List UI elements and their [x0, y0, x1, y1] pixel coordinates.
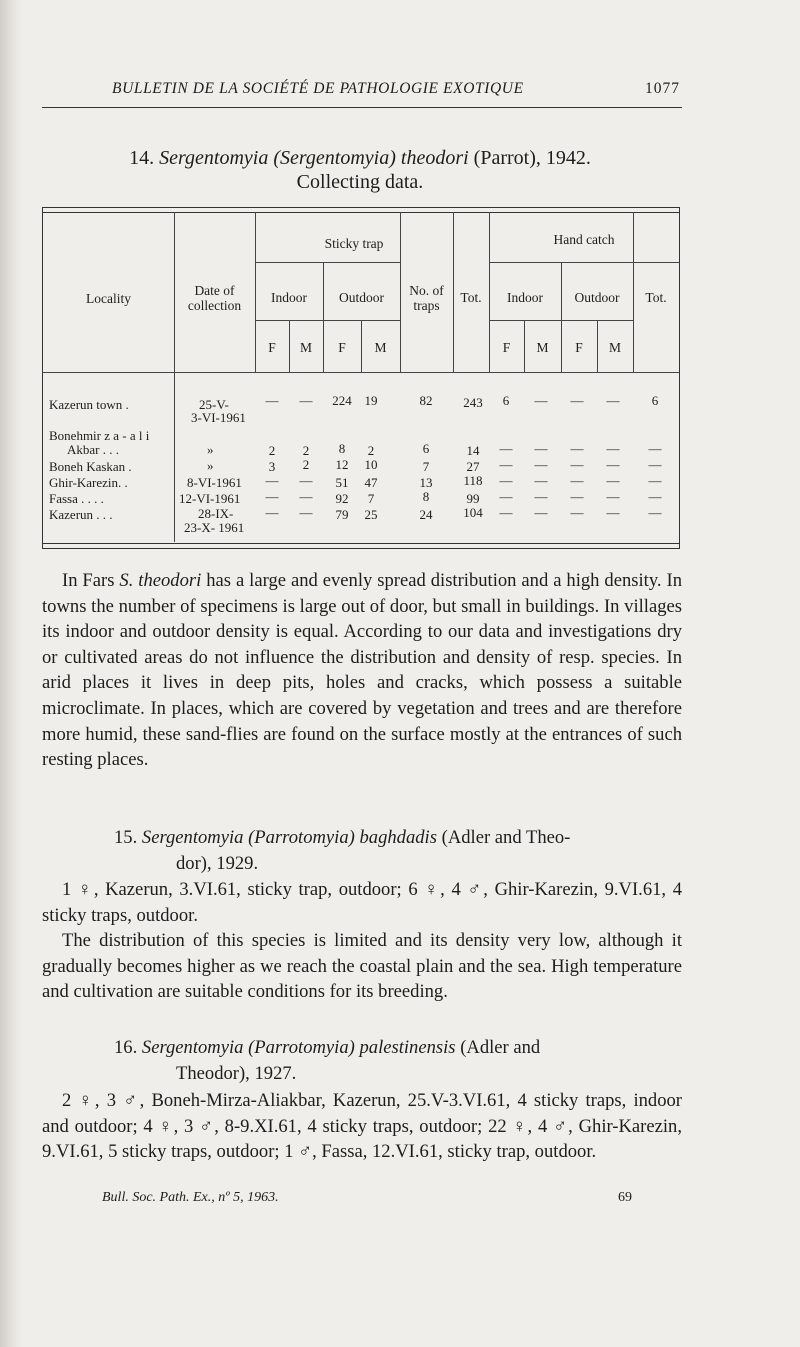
header-date-1: Date of	[194, 283, 235, 298]
table-cell: 79	[335, 507, 349, 522]
header-date-2: collection	[187, 298, 242, 313]
table-cell: 7	[422, 459, 430, 474]
table-cell: 25	[364, 507, 378, 522]
species-author-cont: dor), 1929.	[176, 852, 259, 874]
table-cell: 2	[367, 443, 375, 458]
table-cell: 243	[463, 395, 483, 410]
species-author-cont: Theodor), 1927.	[176, 1062, 297, 1084]
table-cell: —	[265, 393, 279, 408]
table-cell: 19	[364, 393, 378, 408]
table-cell: 104	[463, 505, 483, 520]
section-number: 16.	[114, 1037, 138, 1058]
journal-citation: Bull. Soc. Path. Ex., nº 5, 1963.	[102, 1190, 279, 1205]
table-cell: —	[499, 473, 513, 488]
table-cell: —	[606, 505, 620, 520]
table-cell: 224	[332, 393, 352, 408]
journal-title: BULLETIN DE LA SOCIÉTÉ DE PATHOLOGIE EXOTIQUE	[112, 80, 524, 97]
table-cell: —	[299, 505, 313, 520]
header-sticky-trap: Sticky trap	[324, 236, 384, 251]
header-f: F	[575, 340, 583, 355]
collecting-data-table	[42, 207, 680, 549]
table-cell: 2	[302, 457, 310, 472]
section-number: 14.	[129, 147, 155, 169]
table-cell: —	[570, 473, 584, 488]
table-cell-date: 3-VI-1961	[191, 410, 246, 425]
table-cell: 6	[422, 441, 430, 456]
table-cell: 6	[651, 393, 659, 408]
section-15-text	[42, 928, 682, 1005]
header-hc-tot: Tot.	[645, 290, 667, 305]
table-cell: —	[648, 505, 662, 520]
table-cell-locality: Fassa . . . .	[49, 491, 104, 506]
table-cell: —	[534, 441, 548, 456]
header-bottom-rule	[43, 372, 679, 373]
table-cell: —	[648, 489, 662, 504]
row-divider	[255, 320, 401, 321]
sheet-number: 69	[618, 1190, 632, 1205]
table-cell: —	[570, 441, 584, 456]
header-f: F	[338, 340, 346, 355]
table-cell: 10	[364, 457, 378, 472]
row-divider	[489, 262, 679, 263]
header-locality: Locality	[86, 291, 131, 306]
records-text: 1 ♀, Kazerun, 3.VI.61, sticky trap, outdoor; 6 ♀, 4 ♂, Ghir-Karezin, 9.VI.61, 4 sticky traps, outdoor.	[42, 879, 682, 926]
table-cell: —	[606, 393, 620, 408]
header-m: M	[608, 340, 621, 355]
col-divider	[323, 262, 324, 372]
species-author: (Parrot), 1942.	[473, 147, 591, 169]
header-m: M	[536, 340, 549, 355]
table-cell: —	[265, 489, 279, 504]
col-divider	[561, 262, 562, 372]
header-hand-catch: Hand catch	[553, 232, 615, 247]
table-cell: 24	[419, 507, 433, 522]
table-cell: 8	[338, 441, 346, 456]
footer	[102, 1190, 632, 1206]
table-cell: —	[570, 505, 584, 520]
table-top-rule	[43, 212, 679, 213]
header-outdoor: Outdoor	[339, 290, 384, 305]
page-edge	[0, 0, 22, 1347]
section-16-records	[42, 1088, 682, 1165]
header-traps: traps	[413, 298, 440, 313]
text-span: In Fars	[62, 570, 120, 591]
table-cell: —	[265, 473, 279, 488]
table-cell: 2	[302, 443, 310, 458]
section-16-title	[42, 1035, 682, 1086]
table-bottom-rule	[43, 543, 679, 544]
species-name: Sergentomyia (Sergentomyia) theodori	[159, 147, 469, 169]
table-cell-locality: Akbar . . .	[67, 442, 119, 457]
species-author: (Adler and Theo-	[441, 827, 571, 848]
header-f: F	[502, 340, 511, 355]
table-cell: 12	[335, 457, 349, 472]
header-rule	[42, 107, 682, 108]
running-header	[112, 80, 680, 98]
table-cell: 3	[268, 459, 276, 474]
table-cell: 47	[364, 475, 378, 490]
header-m: M	[299, 340, 312, 355]
row-divider	[255, 262, 401, 263]
table-cell: —	[606, 441, 620, 456]
table-cell: 14	[466, 443, 480, 458]
table-cell: 27	[466, 459, 480, 474]
section-15-records	[42, 877, 682, 928]
table-cell-date: 12-VI-1961	[179, 491, 241, 506]
table-cell: —	[299, 473, 313, 488]
section-14-subtitle: Collecting data.	[296, 171, 424, 193]
table-cell: —	[534, 393, 548, 408]
table-cell: 6	[502, 393, 510, 408]
paragraph-distribution	[42, 568, 682, 773]
table-cell: 2	[268, 443, 276, 458]
table-cell: —	[299, 393, 313, 408]
species-name: Sergentomyia (Parrotomyia) palestinensis	[141, 1037, 456, 1058]
table-cell: 92	[335, 491, 349, 506]
header-hc-indoor: Indoor	[507, 290, 543, 305]
text-span: has a large and evenly spread distribution and a high density. In towns the number of specimens is large out of door, but small in buildings. In villages its indoor and outdoor density is equal. According to our data and investigations dry or cultivated areas do not influence the distribution and density of resp. species. In arid places it lives in deep pits, holes and cracks, which possess a suitable microclimate. In places, which are covered by vegetation and trees and are therefore more humid, these sand-flies are found on the surface mostly at the entrances of such resting places.	[42, 570, 682, 771]
table-cell: —	[570, 393, 584, 408]
table-cell: 99	[466, 491, 480, 506]
table-cell: —	[534, 457, 548, 472]
table-cell: —	[648, 473, 662, 488]
table-cell: 51	[335, 475, 349, 490]
table-cell-date: »	[207, 442, 214, 457]
table-cell: —	[570, 489, 584, 504]
header-no-of: No. of	[409, 283, 444, 298]
table-cell: 118	[463, 473, 483, 488]
table-cell: —	[499, 505, 513, 520]
table-cell-date: 23-X- 1961	[184, 520, 245, 535]
col-divider	[174, 212, 175, 542]
species-name: Sergentomyia (Parrotomyia) baghdadis	[141, 827, 437, 848]
section-15-title	[42, 825, 682, 876]
header-f: F	[268, 340, 276, 355]
table-cell-locality: Kazerun . . .	[49, 507, 113, 522]
header-indoor: Indoor	[271, 290, 307, 305]
table-cell: —	[534, 505, 548, 520]
table-cell: 7	[367, 491, 375, 506]
table-cell: —	[299, 489, 313, 504]
records-text: 2 ♀, 3 ♂, Boneh-Mirza-Aliakbar, Kazerun, 25.V-3.VI.61, 4 sticky traps, indoor and outdoor; 4 ♀, 3 ♂, 8-9.XI.61, 4 sticky traps, outdoor; 22 ♀, 4 ♂, Ghir-Karezin, 9.VI.61, 5 sticky traps, outdoor; 1 ♂, Fassa, 12.VI.61, sticky trap, outdoor.	[42, 1090, 682, 1163]
species-author: (Adler and	[460, 1037, 541, 1058]
table-cell-locality: Bonehmir z a - a l i	[49, 428, 150, 443]
table-cell: —	[648, 441, 662, 456]
header-hc-outdoor: Outdoor	[574, 290, 620, 305]
species-ref: S. theodori	[119, 570, 202, 591]
table-cell-date: »	[207, 458, 214, 473]
table-cell: 13	[419, 475, 433, 490]
page-number: 1077	[645, 80, 680, 97]
table-cell: —	[606, 473, 620, 488]
table-cell: —	[606, 489, 620, 504]
table-cell: —	[534, 473, 548, 488]
table-cell-date: 28-IX-	[198, 506, 234, 521]
table-cell: —	[648, 457, 662, 472]
section-14-title	[40, 146, 680, 170]
table-cell: —	[570, 457, 584, 472]
header-m: M	[374, 340, 387, 355]
table-cell: —	[499, 457, 513, 472]
row-divider	[489, 320, 633, 321]
section-number: 15.	[114, 827, 138, 848]
table-cell-locality: Boneh Kaskan .	[49, 459, 132, 474]
table-cell: 82	[419, 393, 433, 408]
table-cell: 8	[422, 489, 430, 504]
table-cell-locality: Kazerun town .	[49, 397, 129, 412]
table-cell: —	[499, 489, 513, 504]
header-tot: Tot.	[460, 290, 482, 305]
table-cell-locality: Ghir-Karezin. .	[49, 475, 128, 490]
table-cell-date: 8-VI-1961	[187, 475, 242, 490]
paragraph-text: The distribution of this species is limited and its density very low, although it gradually becomes higher as we reach the coastal plain and the sea. High temperature and cultivation are suitable conditions for its breeding.	[42, 930, 682, 1003]
table-cell: —	[534, 489, 548, 504]
table-cell: —	[606, 457, 620, 472]
table-cell-date: 25-V-	[199, 397, 229, 412]
table-cell: —	[499, 441, 513, 456]
table-cell: —	[265, 505, 279, 520]
